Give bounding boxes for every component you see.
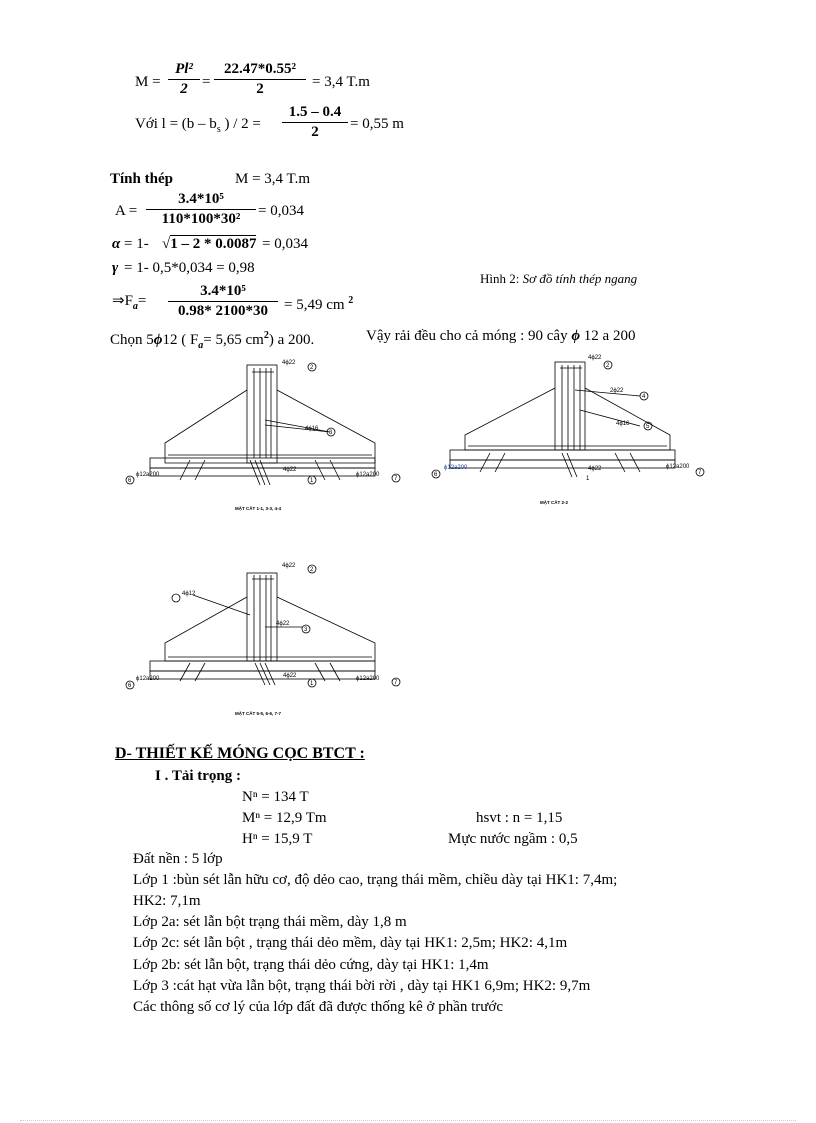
label-right-base: ϕ12a200 bbox=[356, 676, 380, 682]
load-n: Nⁿ = 134 T bbox=[242, 789, 309, 805]
label-left-base: ϕ12a200 bbox=[136, 472, 160, 478]
drawing-title: MẶT CẮT 5-5, 6-6, 7-7 bbox=[235, 711, 282, 716]
soil-line: Đất nền : 5 lớp bbox=[133, 851, 223, 867]
mark-1: 1 bbox=[310, 681, 314, 687]
lever-lhs: Với $l = (b - b_s$ ) / 2 = bbox=[135, 116, 261, 135]
label-bot: 4ϕ22 bbox=[283, 673, 297, 679]
drawing-title: MẶT CẮT 1-1, 3-3, 4-4 bbox=[235, 506, 282, 511]
soil-line: Lớp 3 :cát hạt vừa lẫn bột, trạng thái bời rời , dày tại HK1 6,9m; HK2: 9,7m bbox=[133, 978, 591, 994]
soil-line: Lớp 1 :bùn sét lẫn hữu cơ, độ dẻo cao, trạng thái mềm, chiều dày tại HK1: 7,4m; bbox=[133, 872, 618, 888]
alpha-symbol: α bbox=[112, 236, 121, 252]
lever-result: = 0,55 m bbox=[350, 116, 404, 132]
mark-6: 6 bbox=[434, 472, 438, 478]
soil-line: Lớp 2b: sét lẫn bột, trạng thái dẻo cứng, dày tại HK1: 1,4m bbox=[133, 957, 489, 973]
spread-line: Vậy rải đều cho cả móng : 90 cây ϕ 12 a 200 bbox=[366, 328, 636, 344]
label-top: 4ϕ22 bbox=[282, 360, 296, 366]
drawing-section-1 bbox=[120, 360, 410, 520]
moment-eq: = bbox=[202, 74, 211, 90]
mark-4: 4 bbox=[642, 394, 646, 400]
mark-1: 1 bbox=[310, 478, 314, 484]
alpha-expr: = 1- bbox=[124, 236, 149, 252]
moment-lhs: M = bbox=[135, 74, 161, 90]
mark-2: 2 bbox=[310, 567, 314, 573]
soil-line: Lớp 2c: sét lẫn bột , trạng thái dẻo mềm, dày tại HK1: 2,5m; HK2: 4,1m bbox=[133, 935, 568, 951]
moment-result: = 3,4 T.m bbox=[312, 74, 370, 90]
label-top: 4ϕ22 bbox=[588, 355, 602, 361]
label-mid: 4ϕ22 bbox=[276, 621, 290, 627]
label-mid: 2ϕ22 bbox=[610, 388, 624, 394]
steel-m-value: M = 3,4 T.m bbox=[235, 171, 310, 187]
fa-fraction: $\frac{\text{3.4*10⁵}}{0.98* 2100*30}$ bbox=[168, 282, 278, 321]
fa-lhs: $\Rightarrow F_a=$ bbox=[112, 293, 147, 312]
mark-7: 7 bbox=[394, 680, 398, 686]
label-left-base: ϕ12a200 bbox=[136, 676, 160, 682]
label-left: 4ϕ12 bbox=[182, 591, 196, 597]
moment-fraction-2: $\frac{\text{22.47*0.55²}}{2}$ bbox=[214, 60, 306, 99]
label-mid: 4ϕ16 bbox=[305, 426, 319, 432]
mark-1: 1 bbox=[586, 476, 590, 482]
a-result: = 0,034 bbox=[258, 203, 304, 219]
soil-line: Các thông số cơ lý của lớp đất đã được thống kê ở phần trước bbox=[133, 999, 503, 1015]
steel-heading: Tính thép bbox=[110, 171, 173, 187]
fa-result: = 5,49 cm $^2$ bbox=[284, 295, 354, 313]
mark-2: 2 bbox=[606, 363, 610, 369]
page-border bbox=[20, 1120, 796, 1121]
section-d-subtitle: I . Tải trọng : bbox=[155, 768, 241, 784]
mark-7: 7 bbox=[698, 470, 702, 476]
drawing-section-3 bbox=[120, 555, 410, 720]
load-hsvt: hsvt : n = 1,15 bbox=[476, 810, 563, 826]
soil-line: HK2: 7,1m bbox=[133, 893, 201, 909]
load-water: Mực nước ngầm : 0,5 bbox=[448, 831, 578, 847]
mark-3: 3 bbox=[329, 430, 333, 436]
gamma-symbol: γ bbox=[112, 260, 119, 276]
label-left-base: ϕ12a200 bbox=[444, 465, 468, 471]
load-m: Mⁿ = 12,9 Tm bbox=[242, 810, 327, 826]
label-bot: 4ϕ22 bbox=[283, 467, 297, 473]
label-bot: 4ϕ22 bbox=[588, 466, 602, 472]
mark-6: 6 bbox=[128, 478, 132, 484]
mark-2: 2 bbox=[310, 365, 314, 371]
label-right-base: ϕ12a200 bbox=[666, 464, 690, 470]
moment-fraction-1: $\frac{\text{Pl²}}{2}$ bbox=[168, 60, 200, 99]
a-lhs: A = bbox=[115, 203, 138, 219]
figure-caption: Hình 2: Sơ đồ tính thép ngang bbox=[480, 271, 638, 286]
mark-3: 3 bbox=[304, 627, 308, 633]
load-h: Hⁿ = 15,9 T bbox=[242, 831, 313, 847]
a-fraction: $\frac{\text{3.4*10⁵}}{\text{110*100*30²}}$ bbox=[146, 190, 256, 229]
section-d-title: D- THIẾT KẾ MÓNG CỌC BTCT : bbox=[115, 745, 365, 762]
label-top: 4ϕ22 bbox=[282, 563, 296, 569]
mark-7: 7 bbox=[394, 476, 398, 482]
lever-fraction: $\frac{1.5 - 0.4}{2}$ bbox=[282, 103, 348, 142]
soil-line: Lớp 2a: sét lẫn bột trạng thái mềm, dày 1,8 m bbox=[133, 914, 407, 930]
alpha-result: = 0,034 bbox=[262, 236, 308, 252]
mark-6: 6 bbox=[128, 683, 132, 689]
gamma-line: = 1- 0,5*0,034 = 0,98 bbox=[124, 260, 255, 276]
choose-line: Chọn 5ϕ12 ( $F_a= 5,65$ $cm^2$) a 200. bbox=[110, 330, 315, 351]
drawing-section-2 bbox=[430, 350, 720, 510]
drawing-title: MẶT CẮT 2-2 bbox=[540, 500, 568, 505]
mark-5: 5 bbox=[646, 424, 650, 430]
label-right-base: ϕ12a200 bbox=[356, 472, 380, 478]
alpha-root: √1 – 2 * 0.0087 bbox=[162, 236, 257, 252]
label-mid2: 4ϕ16 bbox=[616, 421, 630, 427]
